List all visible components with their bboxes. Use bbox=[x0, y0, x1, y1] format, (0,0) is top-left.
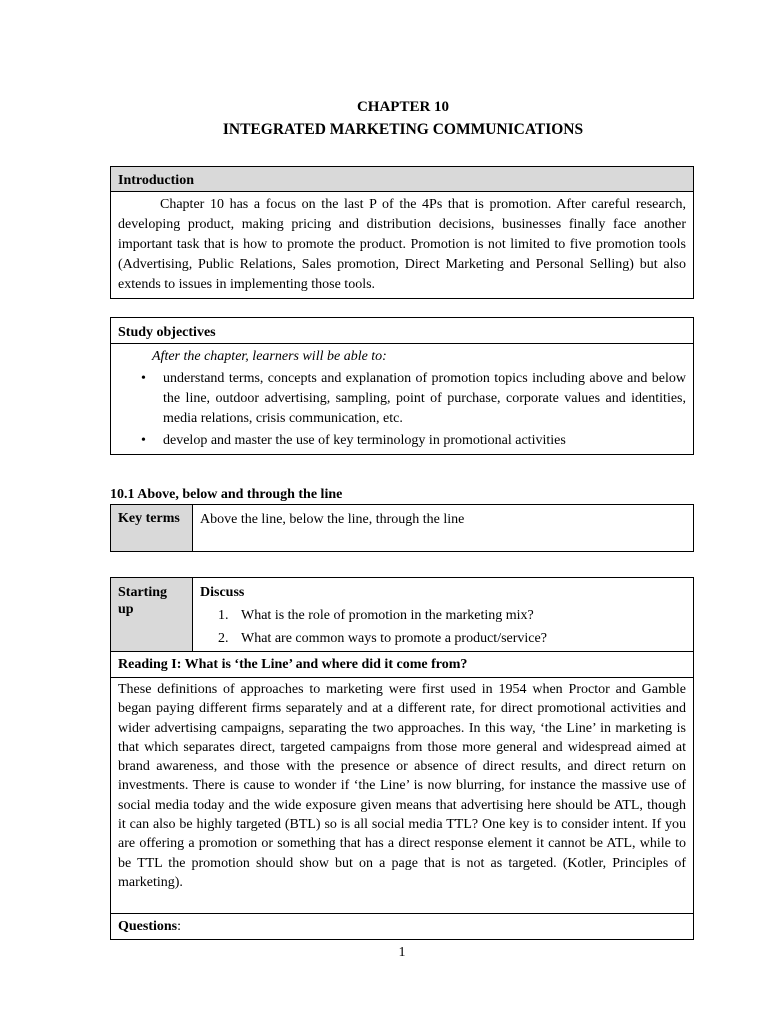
question-number: 2. bbox=[218, 631, 229, 646]
key-terms-table bbox=[110, 504, 694, 552]
discuss-cell bbox=[193, 578, 693, 651]
list-item bbox=[141, 431, 686, 451]
starting-up-row bbox=[111, 578, 693, 652]
reading-text: These definitions of approaches to marketing were first used in 1954 when Proctor and Gamble began paying different firms separately and at a different rate, for direct promotional activities and wider advertising campaigns, separating the two approaches. In this way, ‘the Line’ in marketing is that which separates direct, targeted campaigns from those more general and widespread aimed at brand awareness, and those with the presence or absence of direct results, and direct return on investments. There is cause to wonder if ‘the Line’ is now blurring, for instance the massive use of social media today and the wide exposure given means that advertising here should be ATL, though it can also be highly targeted (BTL) so is all social media TTL? One key is to consider intent. If you are offering a promotion or something that has a direct response element it cannot be ATL, while to be TTL the promotion should show but on a page that is not as targeted. (Kotler, Principles of marketing). bbox=[118, 682, 686, 890]
list-item bbox=[200, 606, 686, 626]
key-terms-label: Key terms bbox=[111, 505, 193, 551]
questions-row bbox=[111, 914, 693, 935]
discuss-heading: Discuss bbox=[200, 585, 245, 600]
introduction-text: Chapter 10 has a focus on the last P of the 4Ps that is promotion. After careful research, developing product, making pricing and distribution decisions, businesses finally face another important task that is how to promote the product. Promotion is not limited to five promotion tools (Advertising, Public Relations, Sales promotion, Direct Marketing and Personal Selling) but also extends to issues in implementing those tools. bbox=[118, 197, 686, 292]
discussion-questions bbox=[200, 606, 686, 649]
objective-text: understand terms, concepts and explanation of promotion topics including above and below the line, outdoor advertising, sampling, point of purchase, corporate values and identities, media relations, crisis communication, etc. bbox=[163, 371, 686, 426]
introduction-heading: Introduction bbox=[111, 167, 693, 192]
starting-up-table bbox=[110, 577, 694, 940]
question-number: 1. bbox=[218, 608, 229, 623]
bullet-icon: • bbox=[141, 433, 146, 448]
objectives-lead: After the chapter, learners will be able to: bbox=[152, 349, 387, 364]
objectives-list bbox=[111, 369, 693, 451]
study-objectives-body bbox=[111, 347, 693, 451]
section-heading: 10.1 Above, below and through the line bbox=[110, 487, 343, 502]
introduction-box bbox=[110, 166, 694, 299]
objective-text: develop and master the use of key terminology in promotional activities bbox=[163, 433, 566, 448]
study-objectives-heading: Study objectives bbox=[111, 318, 693, 344]
page-number: 1 bbox=[398, 945, 406, 960]
key-terms-value: Above the line, below the line, through the line bbox=[200, 512, 465, 527]
study-objectives-box bbox=[110, 317, 694, 455]
starting-up-label: Starting up bbox=[111, 578, 193, 651]
reading-body bbox=[111, 678, 693, 914]
introduction-body bbox=[111, 192, 693, 295]
questions-label: Questions bbox=[118, 919, 178, 934]
question-text: What is the role of promotion in the marketing mix? bbox=[241, 608, 534, 623]
list-item bbox=[200, 629, 686, 649]
chapter-number: CHAPTER 10 bbox=[356, 99, 450, 115]
question-text: What are common ways to promote a product/service? bbox=[241, 631, 547, 646]
chapter-title: INTEGRATED MARKETING COMMUNICATIONS bbox=[222, 121, 584, 138]
list-item bbox=[141, 369, 686, 429]
bullet-icon: • bbox=[141, 371, 146, 386]
questions-colon: : bbox=[177, 919, 182, 934]
reading-heading: Reading I: What is ‘the Line’ and where did it come from? bbox=[111, 652, 693, 678]
